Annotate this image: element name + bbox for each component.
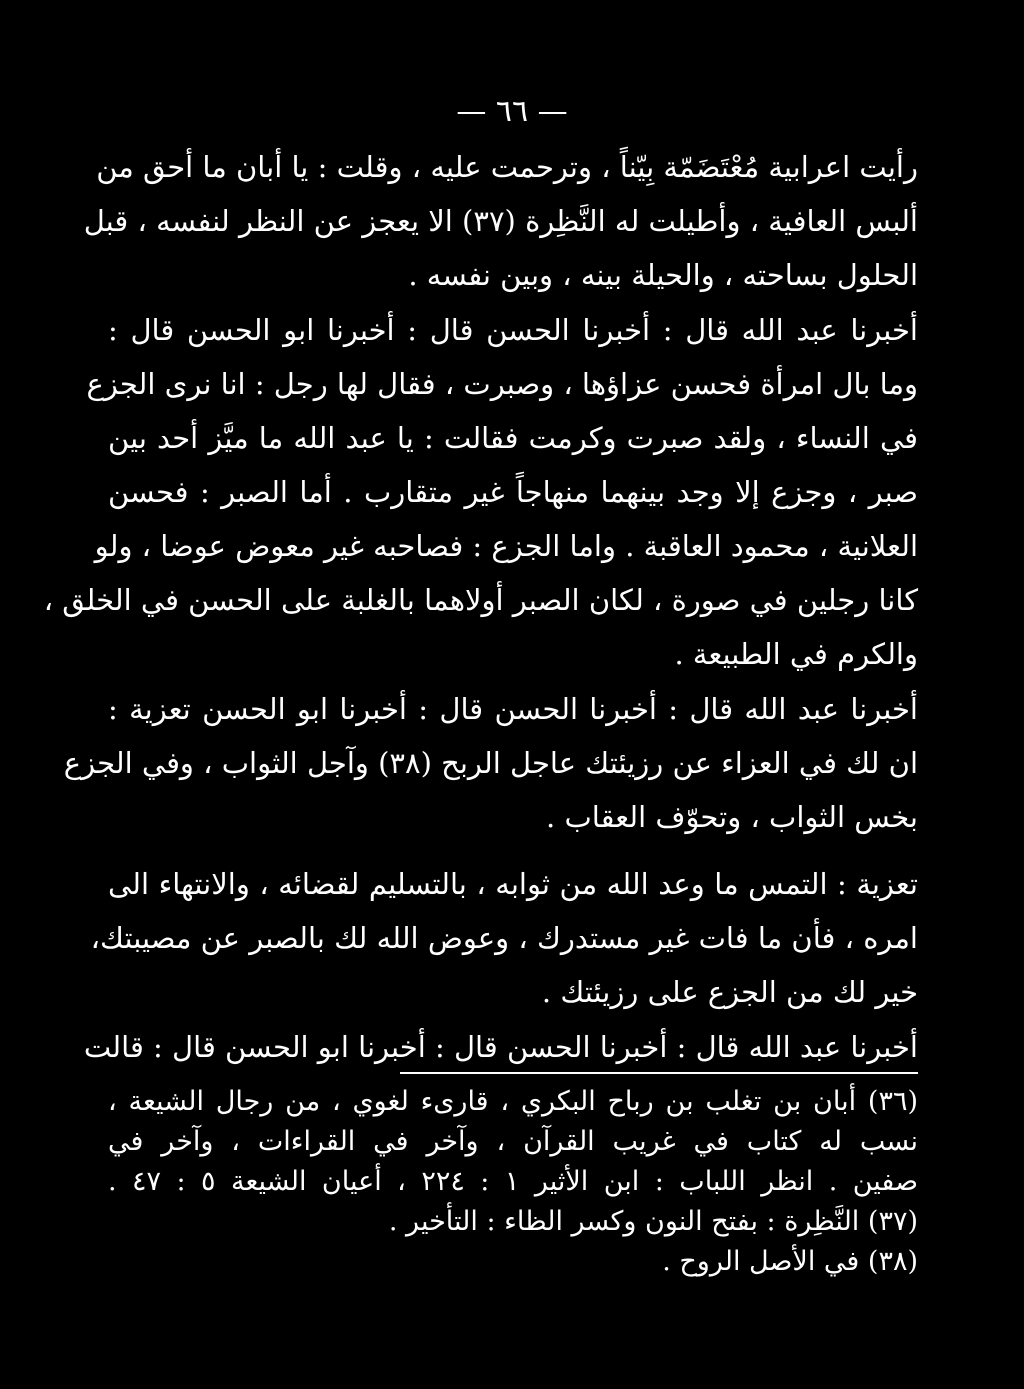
paragraph-2 bbox=[43, 303, 918, 681]
footnote-separator bbox=[400, 1072, 918, 1074]
text-line: والكرم في الطبيعة . bbox=[674, 637, 918, 671]
footnote-line: (٣٦) أبان بن تغلب بن رباح البكري ، قارىء لغوي ، من رجال الشيعة ، bbox=[108, 1086, 918, 1117]
text-line: خير لك من الجزع على رزيئتك . bbox=[541, 975, 918, 1009]
page-number: — ٦٦ — bbox=[456, 94, 568, 129]
footnote-line: (٣٨) في الأصل الروح . bbox=[662, 1246, 918, 1277]
text-line: في النساء ، ولقد صبرت وكرمت فقالت : يا عبد الله ما ميَّز أحد بين bbox=[108, 421, 918, 455]
footnote-line: صفين . انظر اللباب : ابن الأثير ١ : ٢٢٤ ، أعيان الشيعة ٥ : ٤٧ . bbox=[108, 1166, 919, 1197]
footnotes bbox=[108, 1082, 918, 1282]
text-line: وما بال امرأة فحسن عزاؤها ، وصبرت ، فقال لها رجل : انا نرى الجزع bbox=[86, 367, 918, 401]
text-line: ان لك في العزاء عن رزيئتك عاجل الربح (٣٨) وآجل الثواب ، وفي الجزع bbox=[63, 746, 918, 780]
text-line: أخبرنا عبد الله قال : أخبرنا الحسن قال : أخبرنا ابو الحسن قال : bbox=[108, 313, 918, 347]
text-line: صبر ، وجزع إلا وجد بينهما منهاجاً غير متقارب . أما الصبر : فحسن bbox=[108, 475, 918, 509]
paragraph-5 bbox=[83, 1020, 918, 1074]
text-line: أخبرنا عبد الله قال : أخبرنا الحسن قال : أخبرنا ابو الحسن قال : قالت bbox=[83, 1030, 918, 1064]
footnote-line: (٣٧) النَّظِرة : بفتح النون وكسر الظاء : التأخير . bbox=[388, 1206, 918, 1237]
text-line: تعزية : التمس ما وعد الله من ثوابه ، بالتسليم لقضائه ، والانتهاء الى bbox=[108, 867, 918, 901]
text-line: امره ، فأن ما فات غير مستدرك ، وعوض الله لك بالصبر عن مصيبتك، bbox=[90, 921, 918, 955]
footnote-line: نسب له كتاب في غريب القرآن ، وآخر في القراءات ، وآخر في bbox=[108, 1126, 918, 1157]
text-line: الحلول بساحته ، والحيلة بينه ، وبين نفسه . bbox=[408, 258, 918, 292]
text-line: بخس الثواب ، وتحوّف العقاب . bbox=[546, 800, 918, 834]
text-line: رأيت اعرابية مُعْتَضَمّة بِيّناً ، وترحمت عليه ، وقلت : يا أبان ما أحق من bbox=[96, 150, 918, 184]
text-line: العلانية ، محمود العاقبة . واما الجزع : فصاحبه غير معوض عوضا ، ولو bbox=[94, 529, 918, 563]
paragraph-4 bbox=[90, 857, 918, 1019]
text-line: أخبرنا عبد الله قال : أخبرنا الحسن قال : أخبرنا ابو الحسن تعزية : bbox=[108, 692, 918, 726]
paragraph-3 bbox=[63, 682, 918, 844]
paragraph-1 bbox=[83, 140, 918, 302]
text-line: كانا رجلين في صورة ، لكان الصبر أولاهما بالغلبة على الحسن في الخلق ، bbox=[43, 583, 918, 617]
text-line: ألبس العافية ، وأطيلت له النَّظِرة (٣٧) الا يعجز عن النظر لنفسه ، قبل bbox=[83, 204, 918, 238]
